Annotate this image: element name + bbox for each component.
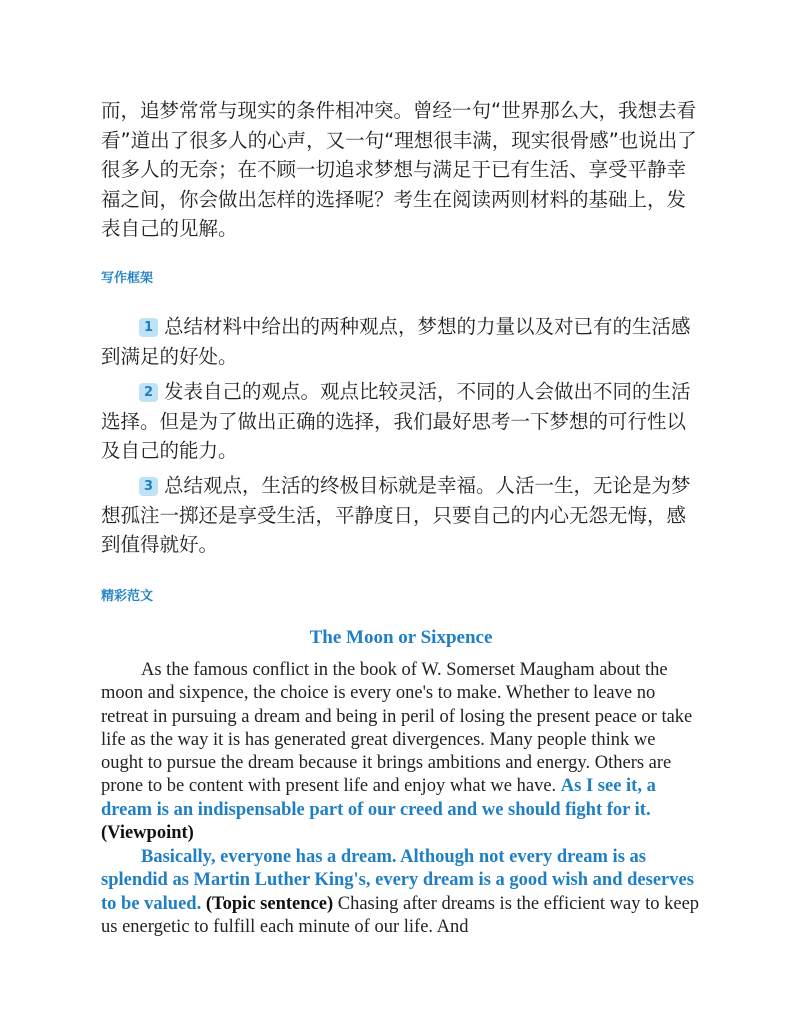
- framework-step-1: [101, 312, 701, 371]
- intro-paragraph: 而，追梦常常与现实的条件相冲突。曾经一句“世界那么大，我想去看看”道出了很多人的心声，又一句“理想很丰满，现实很骨感”也说出了很多人的无奈；在不顾一切追求梦想与满足于已有生活、享受平静幸福之间，你会做出怎样的选择呢？考生在阅读两则材料的基础上，发表自己的见解。: [101, 99, 697, 240]
- step-number-badge: 3: [139, 477, 158, 496]
- essay-title: The Moon or Sixpence: [309, 627, 493, 648]
- sample-essay-heading: 精彩范文: [101, 589, 154, 604]
- essay-paragraph-1: [101, 659, 701, 845]
- framework-heading: 写作框架: [101, 271, 154, 286]
- framework-step-3: [101, 471, 701, 560]
- framework-step-2: [101, 377, 701, 466]
- step-text: 发表自己的观点。观点比较灵活，不同的人会做出不同的生活选择。但是为了做出正确的选择，我们最好思考一下梦想的可行性以及自己的能力。: [101, 380, 691, 462]
- topic-sentence-tag: (Topic sentence): [205, 893, 334, 914]
- step-number-badge: 2: [139, 383, 158, 402]
- step-text: 总结材料中给出的两种观点，梦想的力量以及对已有的生活感到满足的好处。: [101, 315, 691, 368]
- paragraph-text: As the famous conflict in the book of W. Somerset Maugham about the moon and sixpence, the choice is every one's to make. Whether to leave no retreat in pursuing a dream and being in peril of losing the present peace or take life as the way it is has generated great divergences. Many people think we ought to pursue the dream because it brings ambitions and energy. Others are prone to be content with present life and enjoy what we have.: [101, 660, 693, 797]
- essay-paragraph-2: [101, 846, 701, 939]
- paragraph-text: Chasing after dreams is the efficient way to keep us energetic to fulfill each minute of our life. And: [101, 893, 700, 937]
- step-number-badge: 1: [139, 318, 158, 337]
- topic-sentence-highlight: Basically, everyone has a dream. Although not every dream is as splendid as Martin Luther King's, every dream is a good wish and deserves to be valued.: [101, 847, 694, 914]
- step-text: 总结观点，生活的终极目标就是幸福。人活一生，无论是为梦想孤注一掷还是享受生活，平静度日，只要自己的内心无怨无悔，感到值得就好。: [101, 474, 691, 556]
- viewpoint-tag: (Viewpoint): [101, 823, 194, 844]
- viewpoint-highlight: As I see it, a dream is an indispensable part of our creed and we should fight for it.: [101, 776, 656, 820]
